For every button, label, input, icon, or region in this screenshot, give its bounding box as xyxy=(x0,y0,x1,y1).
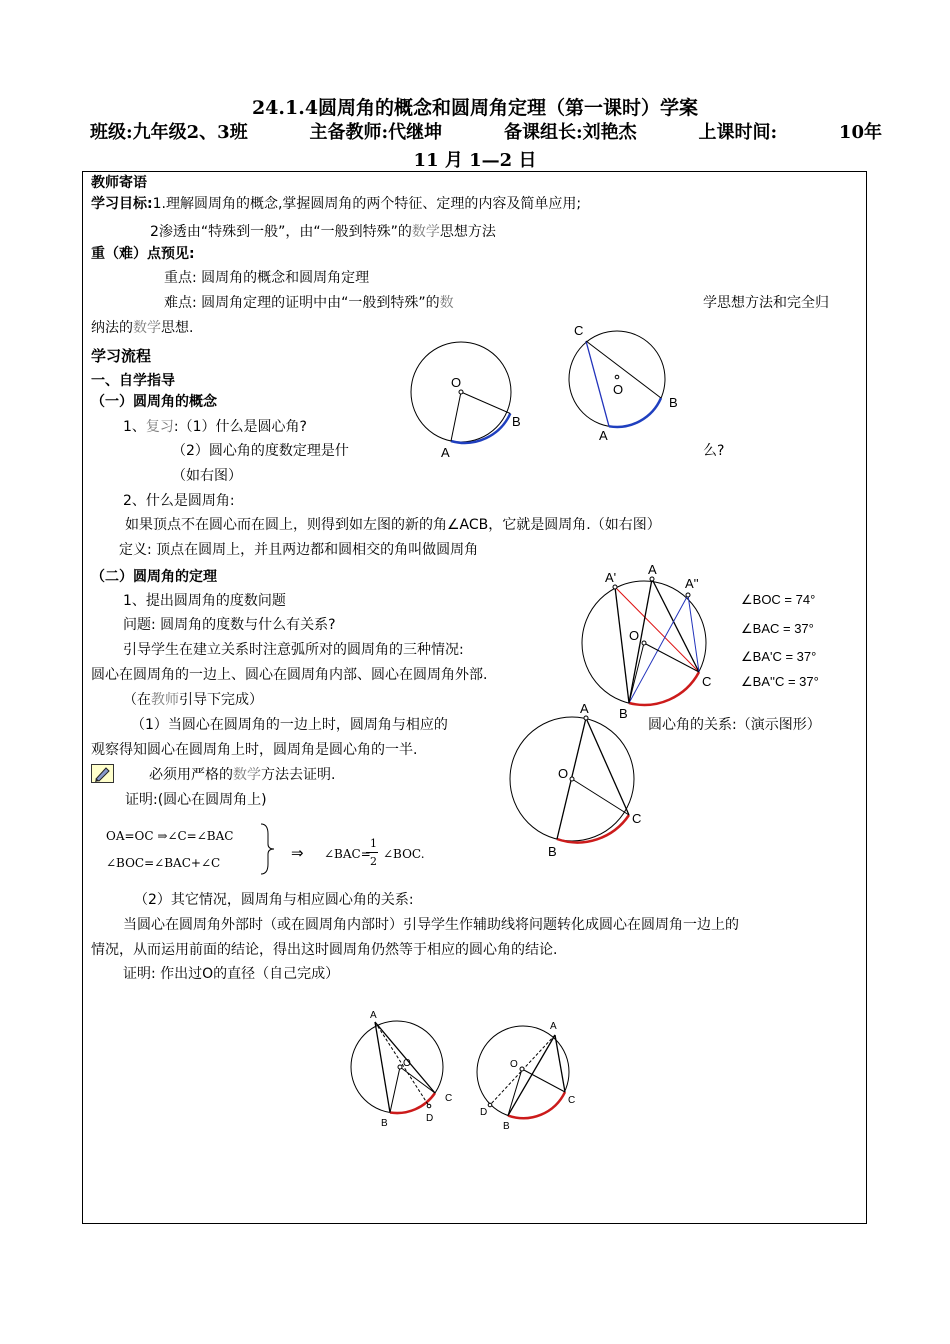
difficult-end-highlight: 数学 xyxy=(133,320,161,336)
difficult-point xyxy=(164,296,454,310)
question-2-text: 如果顶点不在圆心而在圆上，则得到如左图的新的角∠ACB，它就是圆周角.（如右图） xyxy=(125,517,661,533)
label-a-prime: A' xyxy=(605,570,617,585)
label-c4: C xyxy=(632,811,642,826)
paragraph-3: 引导学生在建立关系时注意弧所对的圆周角的三种情况: xyxy=(123,642,464,658)
figure-center-on-side xyxy=(505,697,650,862)
lead-teacher: 主备教师:代继坤 xyxy=(309,122,443,143)
goals-label: 学习目标: xyxy=(91,196,153,212)
difficult-end-a: 纳法的 xyxy=(91,320,133,336)
paragraph-11: 当圆心在圆周角外部时（或在圆周角内部时）引导学生作辅助线将问题转化成圆心在圆周角一边上的 xyxy=(123,917,739,933)
review-question: :（1）什么是圆心角? xyxy=(173,419,307,435)
review-note: （如右图） xyxy=(172,468,242,484)
formula-arrow: ⇒ xyxy=(291,844,304,862)
label-a2: A xyxy=(599,428,608,443)
formula-denominator: 2 xyxy=(370,855,377,868)
label-o: O xyxy=(451,375,462,390)
label-c6: C xyxy=(568,1095,576,1106)
label-b: B xyxy=(512,414,521,429)
p5-c: 引导下完成） xyxy=(179,692,263,708)
paragraph-10: （2）其它情况，圆周角与相应圆心角的关系: xyxy=(134,892,414,908)
flow-heading: 学习流程 xyxy=(91,347,152,365)
goal-1: 1.理解圆周角的概念,掌握圆周角的两个特征、定理的内容及简单应用; xyxy=(152,196,582,212)
label-b2: B xyxy=(669,395,678,410)
key-point: 重点: 圆周角的概念和圆周角定理 xyxy=(164,270,370,286)
paragraph-2: 问题: 圆周角的度数与什么有关系? xyxy=(123,617,336,633)
label-o2: O xyxy=(613,382,624,397)
paragraph-1: 1、提出圆周角的度数问题 xyxy=(123,593,286,609)
label-b4: B xyxy=(548,844,557,859)
measure-ba-prime-c: ∠BA'C = 37° xyxy=(741,649,817,664)
goal-2-text: 2渗透由“特殊到一般”，由“一般到特殊”的 xyxy=(150,224,412,240)
review-question-2-end: 么? xyxy=(703,443,725,459)
label-c: C xyxy=(574,323,584,338)
measure-bac: ∠BAC = 37° xyxy=(741,621,814,636)
brace-icon xyxy=(258,822,278,876)
group-leader: 备课组长:刘艳杰 xyxy=(503,122,637,143)
subsection-2-heading: （二）圆周角的定理 xyxy=(91,569,217,585)
paragraph-6-end: 圆心角的关系:（演示图形） xyxy=(648,717,821,733)
p5-a: （在 xyxy=(123,692,151,708)
p8-a: 必须用严格的 xyxy=(149,767,233,783)
definition: 定义: 顶点在圆周上，并且两边都和圆相交的角叫做圆周角 xyxy=(119,542,479,558)
paragraph-4: 圆心在圆周角的一边上、圆心在圆周角内部、圆心在圆周角外部. xyxy=(91,667,488,683)
paragraph-8 xyxy=(149,768,335,782)
difficult-highlight: 数 xyxy=(439,295,454,311)
figure-center-inside xyxy=(345,1005,460,1130)
label-o3: O xyxy=(629,628,640,643)
label-b3: B xyxy=(619,706,628,721)
label-a6: A xyxy=(550,1021,557,1032)
label-o5: O xyxy=(403,1058,411,1069)
paragraph-13: 证明: 作出过O的直径（自己完成） xyxy=(123,966,340,982)
paragraph-12: 情况，从而运用前面的结论，得出这时圆周角仍然等于相应的圆心角的结论. xyxy=(91,942,558,958)
class-time-date: 11 月 1—2 日 xyxy=(413,150,537,171)
figure-central-angle xyxy=(405,340,535,465)
label-d6: D xyxy=(480,1107,488,1118)
difficult-point-end xyxy=(91,321,193,335)
p5-highlight: 教师 xyxy=(151,692,179,708)
goal-2 xyxy=(150,225,496,239)
review-question-2: （2）圆心角的度数定理是什 xyxy=(172,443,349,459)
formula-result-b: ∠BOC. xyxy=(383,847,425,861)
measure-boc: ∠BOC = 74° xyxy=(741,592,816,607)
label-o4: O xyxy=(558,766,569,781)
difficult-end-b: 思想. xyxy=(161,320,194,336)
label-a: A xyxy=(441,445,450,460)
label-d5: D xyxy=(426,1113,434,1124)
label-o6: O xyxy=(510,1059,518,1070)
class-time-year: 10年 xyxy=(838,122,882,143)
review-line xyxy=(123,420,307,434)
meta-line xyxy=(90,118,882,144)
page-title: 24.1.4圆周角的概念和圆周角定理（第一课时）学案 xyxy=(251,97,699,119)
label-c5: C xyxy=(445,1093,453,1104)
fraction-bar xyxy=(366,852,378,853)
figure-inscribed-angle xyxy=(565,322,695,447)
paragraph-5 xyxy=(123,693,263,707)
label-b5: B xyxy=(381,1118,388,1129)
paragraph-6: （1）当圆心在圆周角的一边上时，圆周角与相应的 xyxy=(131,717,448,733)
class-time-label: 上课时间: xyxy=(698,122,778,143)
keypoints-heading: 重（难）点预见: xyxy=(91,246,195,262)
formula-numerator: 1 xyxy=(370,837,377,850)
goal-2-highlight: 数学 xyxy=(411,224,440,240)
label-a3: A xyxy=(648,562,657,577)
proof-heading: 证明:(圆心在圆周角上) xyxy=(125,792,267,808)
figure-center-outside xyxy=(470,1015,585,1135)
formula-line-1: OA=OC ⇒∠C=∠BAC xyxy=(106,829,234,843)
p8-c: 方法去证明. xyxy=(261,767,336,783)
label-a4: A xyxy=(580,701,589,716)
difficult-point-cont: 学思想方法和完全归 xyxy=(703,295,829,311)
label-b6: B xyxy=(503,1121,510,1132)
formula-line-2: ∠BOC=∠BAC+∠C xyxy=(106,856,221,870)
difficult-text: 难点: 圆周角定理的证明中由“一般到特殊”的 xyxy=(164,295,440,311)
pencil-icon xyxy=(91,764,115,784)
review-num: 1、 xyxy=(123,419,146,435)
p8-highlight: 数学 xyxy=(233,767,261,783)
section-1-heading: 一、自学指导 xyxy=(91,373,175,389)
review-highlight: 复习 xyxy=(145,419,174,435)
paragraph-7: 观察得知圆心在圆周角上时，圆周角是圆心角的一半. xyxy=(91,742,418,758)
subsection-1-heading: （一）圆周角的概念 xyxy=(91,394,217,410)
formula-result-a: ∠BAC= xyxy=(324,847,371,861)
question-2: 2、什么是圆周角: xyxy=(123,493,235,509)
goal-2-end: 思想方法 xyxy=(439,224,496,240)
label-a-double-prime: A'' xyxy=(685,576,699,591)
goals-line xyxy=(91,197,581,211)
measure-ba-double-prime-c: ∠BA''C = 37° xyxy=(741,674,819,689)
label-c3: C xyxy=(702,674,712,689)
teacher-note-heading: 教师寄语 xyxy=(91,175,147,191)
class-info: 班级:九年级2、3班 xyxy=(90,122,248,143)
label-a5: A xyxy=(370,1010,377,1021)
